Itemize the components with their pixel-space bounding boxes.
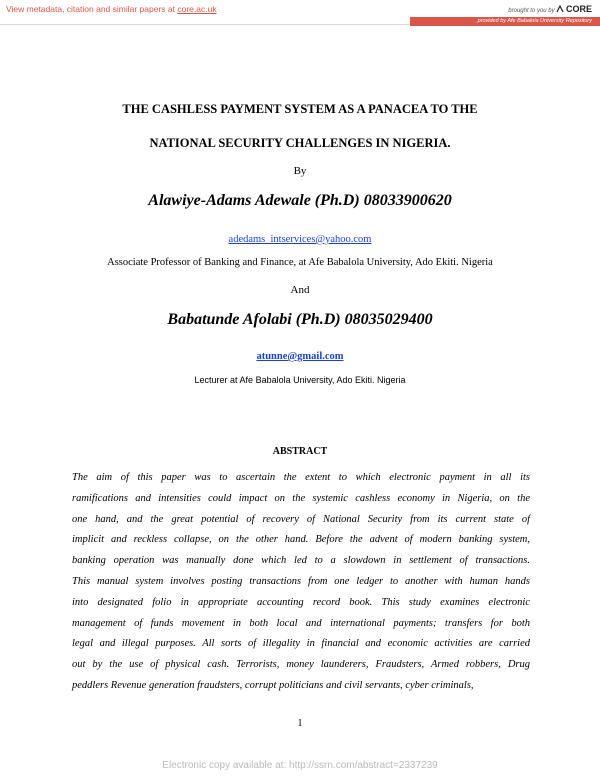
core-metadata-notice <box>6 4 217 14</box>
abstract-line: management of funds movement in both local and international payments; transfers for both <box>72 617 530 629</box>
abstract-line: into designated folio in appropriate accounting record book. This study examines electronic <box>72 596 530 608</box>
author-2-email-row <box>0 346 600 364</box>
paper-title-line-2: NATIONAL SECURITY CHALLENGES IN NIGERIA. <box>149 136 451 150</box>
author-1-email-row <box>0 229 600 247</box>
and-label: And <box>290 284 310 296</box>
abstract-line: out by the use of physical cash. Terrorists, money launderers, Fraudsters, Armed robbers, Drug <box>72 659 530 671</box>
author-2-name: Babatunde Afolabi (Ph.D) 08035029400 <box>167 311 433 328</box>
author-2-email-link[interactable]: atunne@gmail.com <box>256 351 344 362</box>
abstract-line: legal and illegal purposes. All sorts of illegality in financial and economic activities are carried <box>72 638 530 650</box>
core-metadata-text: View metadata, citation and similar papers at <box>6 4 175 14</box>
abstract-line: ramifications and intensities could impact on the systemic cashless economy in Nigeria, on the <box>72 492 530 504</box>
author-1-email-link[interactable]: adedams_intservices@yahoo.com <box>228 234 372 245</box>
paper-title-line-1: THE CASHLESS PAYMENT SYSTEM AS A PANACEA TO THE <box>122 102 478 116</box>
provided-by-text: provided by Afe Babalola University Repository <box>477 18 592 24</box>
provided-by-bar <box>410 17 600 26</box>
core-brought-by <box>508 4 592 14</box>
abstract-body <box>72 468 530 697</box>
core-banner <box>0 0 600 25</box>
abstract-line: This manual system involves posting transactions from one ledger to another with human hands <box>72 575 530 587</box>
author-1-affiliation: Associate Professor of Banking and Finance, at Afe Babalola University, Ado Ekiti. Nigeria <box>107 257 493 268</box>
abstract-line: banking operation was manually done which led to a slowdown in settlement of transactions. <box>72 555 530 567</box>
ssrn-footer: Electronic copy available at: http://ssrn.com/abstract=2337239 <box>162 760 438 771</box>
brought-by-text: brought to you by <box>508 8 555 14</box>
abstract-line: peddlers Revenue generation fraudsters, corrupt politicians and civil servants, cyber criminals, <box>72 679 474 691</box>
page-number: 1 <box>297 718 303 729</box>
author-1-name: Alawiye-Adams Adewale (Ph.D) 08033900620 <box>148 192 452 209</box>
author-2-affiliation: Lecturer at Afe Babalola University, Ado Ekiti. Nigeria <box>194 375 406 385</box>
by-label: By <box>293 165 307 177</box>
core-link[interactable]: core.ac.uk <box>177 4 217 14</box>
abstract-line: implicit and reckless collapse, on the other hand. Before the advent of modern banking system, <box>72 534 530 546</box>
core-logo-icon <box>556 5 564 13</box>
abstract-line: The aim of this paper was to ascertain the extent to which electronic payment in all its <box>72 472 530 483</box>
core-logo[interactable]: CORE <box>565 4 592 14</box>
abstract-heading: ABSTRACT <box>272 446 328 457</box>
abstract-line: one hand, and the great potential of recovery of National Security from its current state of <box>72 513 530 525</box>
